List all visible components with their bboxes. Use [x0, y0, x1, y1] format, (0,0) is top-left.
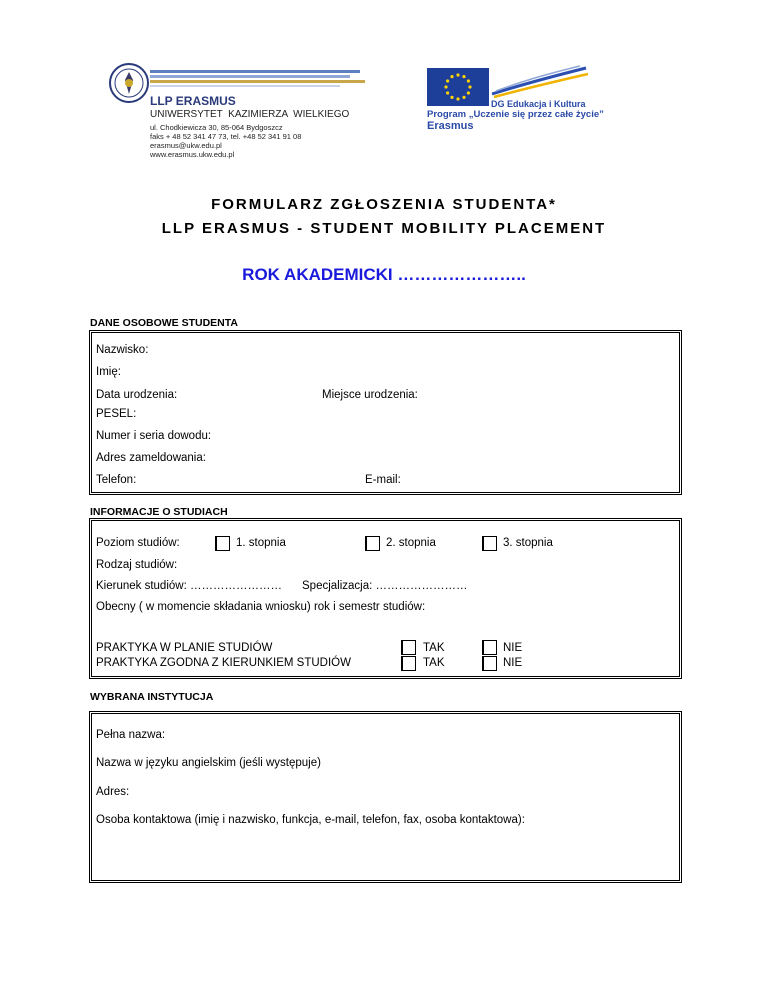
- birth-date-label: Data urodzenia:: [96, 389, 178, 401]
- email-line: erasmus@ukw.edu.pl: [150, 141, 222, 150]
- level1-label: 1. stopnia: [236, 537, 286, 549]
- specialization-label: Specjalizacja: ……………………: [302, 580, 468, 592]
- matching-yes-checkbox[interactable]: [401, 656, 416, 671]
- personal-data-box: [89, 330, 682, 495]
- address-label: Adres zameldowania:: [96, 452, 206, 464]
- placement-in-plan-label: PRAKTYKA W PLANIE STUDIÓW: [96, 642, 273, 654]
- field-of-study-label: Kierunek studiów: ……………………: [96, 580, 282, 592]
- llp-erasmus-label: LLP ERASMUS: [150, 94, 236, 108]
- erasmus-label: Erasmus: [427, 120, 474, 132]
- contact-person-label: Osoba kontaktowa (imię i nazwisko, funkcja, e-mail, telefon, fax, osoba kontaktowa):: [96, 814, 525, 826]
- university-name: UNIWERSYTET KAZIMIERZA WIELKIEGO: [150, 109, 350, 120]
- level1-checkbox[interactable]: [215, 536, 230, 551]
- level3-label: 3. stopnia: [503, 537, 553, 549]
- phone-label: Telefon:: [96, 474, 137, 486]
- study-type-label: Rodzaj studiów:: [96, 559, 178, 571]
- form-subtitle: LLP ERASMUS - STUDENT MOBILITY PLACEMENT: [161, 220, 607, 237]
- matching-no-label: NIE: [503, 657, 523, 669]
- full-name-label: Pełna nazwa:: [96, 729, 166, 741]
- personal-data-heading: DANE OSOBOWE STUDENTA: [90, 317, 238, 329]
- id-number-label: Numer i seria dowodu:: [96, 430, 212, 442]
- institution-box: [89, 711, 682, 883]
- level2-checkbox[interactable]: [365, 536, 380, 551]
- level3-checkbox[interactable]: [482, 536, 497, 551]
- birth-place-label: Miejsce urodzenia:: [322, 389, 418, 401]
- lifelong-swoosh: [490, 64, 590, 100]
- form-title: FORMULARZ ZGŁOSZENIA STUDENTA*: [211, 196, 557, 213]
- study-level-label: Poziom studiów:: [96, 537, 180, 549]
- eu-flag: [427, 68, 489, 106]
- matching-yes-label: TAK: [423, 657, 445, 669]
- email-label: E-mail:: [365, 474, 401, 486]
- academic-year: ROK AKADEMICKI …………………..: [242, 265, 526, 284]
- first-name-label: Imię:: [96, 366, 121, 378]
- plan-yes-label: TAK: [423, 642, 445, 654]
- pesel-label: PESEL:: [96, 408, 137, 420]
- matching-no-checkbox[interactable]: [482, 656, 497, 671]
- plan-no-checkbox[interactable]: [482, 640, 497, 655]
- plan-no-label: NIE: [503, 642, 523, 654]
- dg-label: DG Edukacja i Kultura: [491, 99, 586, 109]
- level2-label: 2. stopnia: [386, 537, 436, 549]
- university-logo: [108, 62, 150, 104]
- header-swoosh: [150, 66, 370, 90]
- placement-matching-label: PRAKTYKA ZGODNA Z KIERUNKIEM STUDIÓW: [96, 657, 351, 669]
- surname-label: Nazwisko:: [96, 344, 149, 356]
- institution-address-label: Adres:: [96, 786, 130, 798]
- studies-heading: INFORMACJE O STUDIACH: [90, 506, 228, 518]
- current-year-label: Obecny ( w momencie składania wniosku) rok i semestr studiów:: [96, 601, 426, 613]
- website-line: www.erasmus.ukw.edu.pl: [150, 150, 235, 159]
- address-line-1: ul. Chodkiewicza 30, 85-064 Bydgoszcz: [150, 123, 283, 132]
- address-line-2: faks + 48 52 341 47 73, tel. +48 52 341 91 08: [150, 132, 302, 141]
- institution-heading: WYBRANA INSTYTUCJA: [90, 691, 214, 703]
- plan-yes-checkbox[interactable]: [401, 640, 416, 655]
- english-name-label: Nazwa w języku angielskim (jeśli występuje): [96, 757, 321, 769]
- program-label: Program „Uczenie się przez całe życie”: [427, 109, 604, 120]
